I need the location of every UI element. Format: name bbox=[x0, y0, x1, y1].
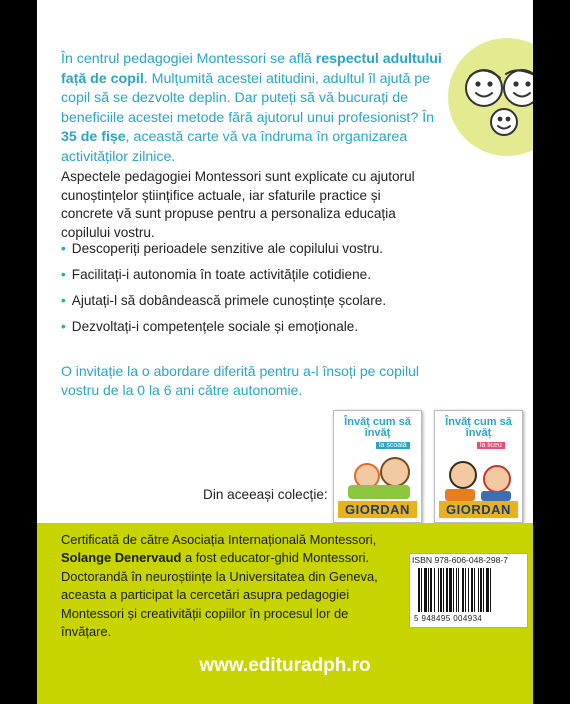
barcode-number: 5 948495 004934 bbox=[414, 614, 483, 623]
list-item bbox=[61, 240, 461, 266]
child-illustration-icon bbox=[380, 457, 410, 487]
author-bio bbox=[61, 531, 401, 641]
website-link[interactable]: www.edituradph.ro bbox=[199, 655, 371, 676]
list-item-text: Dezvoltați-i competențele sociale și emoționale. bbox=[71, 319, 359, 334]
publisher-logo: GIORDAN bbox=[439, 501, 518, 518]
book-title: Învăț cum să învăț bbox=[445, 416, 512, 439]
list-item-text: Descoperiți perioadele senzitive ale copilului vostru. bbox=[71, 241, 384, 256]
book-subtitle: la liceu bbox=[477, 442, 505, 449]
intro-paragraph bbox=[61, 50, 451, 167]
family-faces-icon bbox=[448, 38, 533, 156]
publisher-logo: GIORDAN bbox=[338, 501, 417, 518]
intro-text-2: . Mulțumită acestei atitudini, adultul îl ajută pe copil să se dezvolte deplin. Dar puteți să vă bucurați de beneficiile acestei metode fără ajutorul unui profesionist? În bbox=[61, 70, 435, 126]
list-item bbox=[61, 318, 461, 344]
list-item-text: Ajutați-l să dobândească primele cunoștințe școlare. bbox=[71, 293, 387, 308]
intro-bold-1: respectul adultului față de copil bbox=[61, 51, 442, 87]
student-illustration-icon bbox=[483, 465, 511, 493]
list-item bbox=[61, 266, 461, 292]
back-cover bbox=[37, 0, 533, 704]
books-stack-icon bbox=[348, 485, 410, 499]
benefits-list bbox=[61, 240, 461, 344]
bullet-icon: • bbox=[61, 241, 66, 256]
barcode-icon bbox=[418, 568, 522, 612]
student-illustration-icon bbox=[449, 461, 477, 489]
description-paragraph: Aspectele pedagogiei Montessori sunt explicate cu ajutorul cunoștințelor științifice actuale, iar sfaturile practice și concrete vă sunt propuse pentru a personaliza educația copilului vostru. bbox=[61, 169, 415, 240]
bullet-icon: • bbox=[61, 319, 66, 334]
invitation-text: O invitație la o abordare diferită pentru a-l însoți pe copilul vostru de la 0 la 6 ani către autonomie. bbox=[61, 363, 419, 398]
author-bio-text-1: Certificată de către Asociația Internațională Montessori, bbox=[61, 532, 377, 547]
isbn-text: ISBN 978-606-048-298-7 bbox=[412, 555, 509, 565]
book-cover-school[interactable] bbox=[333, 410, 422, 523]
intro-text-3: , această carte vă va îndruma în organizarea activităților zilnice. bbox=[61, 129, 408, 165]
collection-label: Din aceeași colecție: bbox=[203, 487, 328, 502]
author-name: Solange Denervaud bbox=[61, 550, 182, 566]
books-icon bbox=[481, 491, 511, 501]
barcode-box bbox=[409, 553, 528, 628]
bullet-icon: • bbox=[61, 267, 66, 282]
book-title: Învăț cum să învăț bbox=[344, 416, 411, 439]
list-item bbox=[61, 292, 461, 318]
intro-bold-2: 35 de fișe bbox=[61, 129, 126, 145]
list-item-text: Facilitați-i autonomia în toate activitățile cotidiene. bbox=[71, 267, 371, 282]
book-cover-highschool[interactable] bbox=[434, 410, 523, 523]
intro-text-1: În centrul pedagogiei Montessori se află bbox=[61, 51, 316, 67]
book-subtitle: la școală bbox=[376, 442, 410, 449]
author-bio-text-2: a fost educator-ghid Montessori. Doctorandă în neuroștiințe la Universitatea din Geneva, aceasta a participat la cercetări asupra pedagogiei Montessori și creativității copiilor în procesul lor de învățare. bbox=[61, 550, 378, 640]
bullet-icon: • bbox=[61, 293, 66, 308]
backpack-icon bbox=[445, 489, 475, 501]
